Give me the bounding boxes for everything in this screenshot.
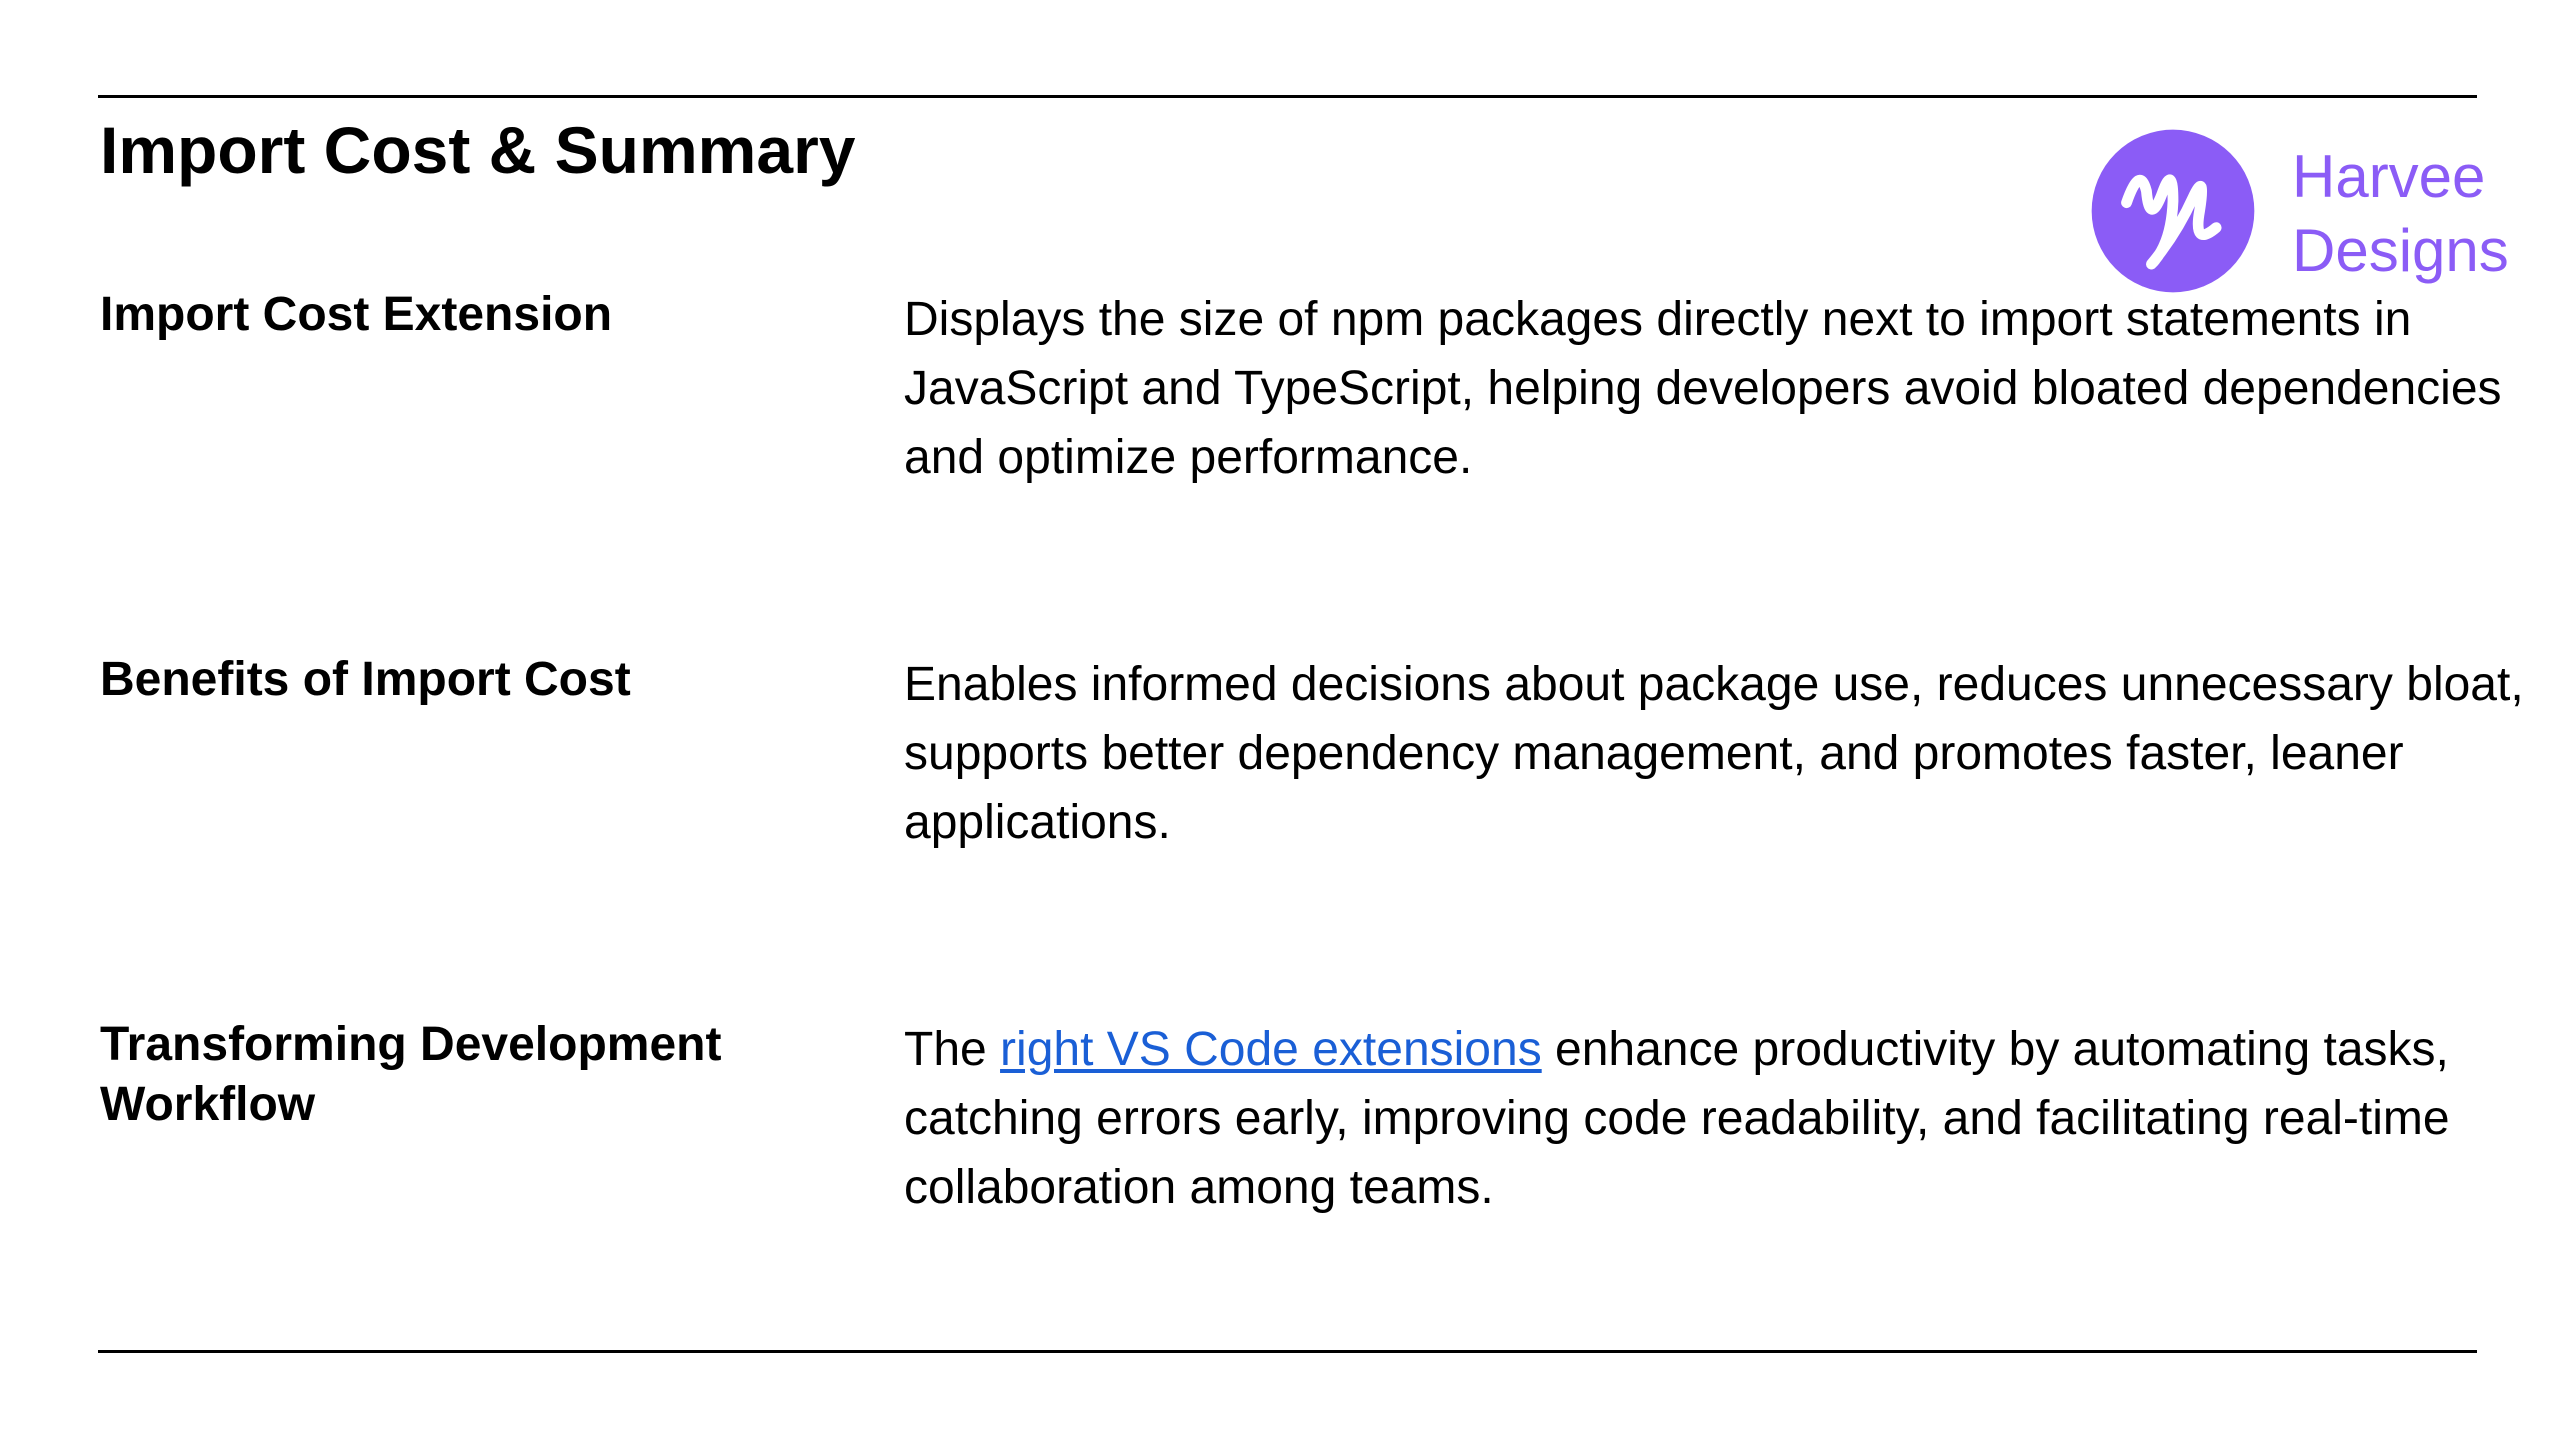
vs-code-extensions-link[interactable]: right VS Code extensions — [1000, 1023, 1542, 1076]
row-description: Displays the size of npm packages directly next to import statements in JavaScript and TypeScript, helping developers avoid bloated dependencies and optimize performance. — [904, 293, 2502, 484]
row-term: Benefits of Import Cost — [100, 653, 631, 706]
logo-wordmark — [2292, 140, 2509, 288]
description-suffix: enhance productivity by automating tasks, catching errors early, improving code readability, and facilitating real-time collaboration among teams. — [904, 1023, 2450, 1214]
top-divider — [98, 95, 2477, 98]
harvee-designs-logo — [2090, 126, 2540, 296]
logo-line-2: Designs — [2292, 217, 2509, 284]
row-description: Enables informed decisions about package use, reduces unnecessary bloat, supports better dependency management, and promotes faster, leaner applications. — [904, 658, 2524, 849]
logo-line-1: Harvee — [2292, 143, 2486, 210]
row-description — [904, 1015, 2560, 1222]
row-term: Transforming Development Workflow — [100, 1018, 722, 1131]
bottom-divider — [98, 1350, 2477, 1353]
row-term: Import Cost Extension — [100, 288, 613, 341]
harvee-logo-mark-icon — [2090, 128, 2256, 294]
page-title: Import Cost & Summary — [100, 113, 856, 187]
description-prefix: The — [904, 1023, 1001, 1076]
